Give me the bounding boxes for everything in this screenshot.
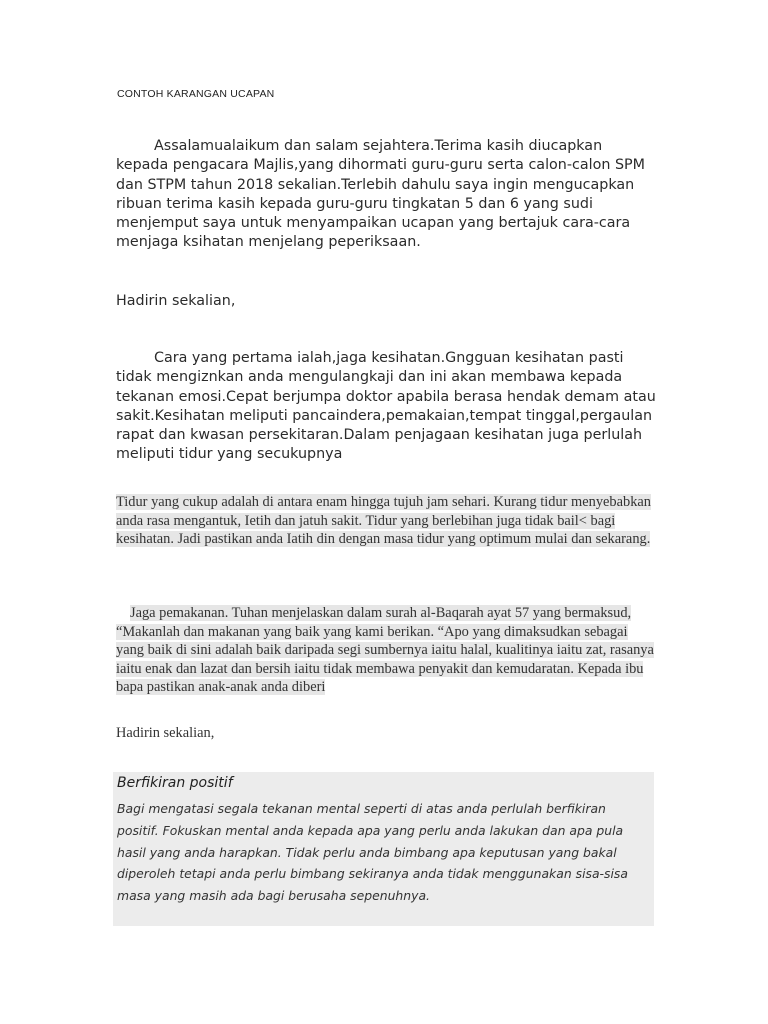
paragraph-diet bbox=[116, 604, 656, 697]
paragraph-health-text: Cara yang pertama ialah,jaga kesihatan.Gngguan kesihatan pasti tidak mengiznkan anda mengulangkaji dan ini akan membawa kepada tekanan emosi.Cepat berjumpa doktor apabila berasa hendak demam atau sakit.Kesihatan meliputi pancaindera,pemakaian,tempat tinggal,pergaulan rapat dan kwasan persekitaran.Dalam penjagaan kesihatan juga perlulah meliputi tidur yang secukupnya bbox=[116, 350, 656, 463]
salutation-first bbox=[116, 292, 656, 311]
salutation-first-text: Hadirin sekalian, bbox=[116, 293, 236, 309]
positive-thinking-heading: Berfikiran positif bbox=[117, 775, 233, 791]
salutation-second: Hadirin sekalian, bbox=[116, 725, 215, 741]
positive-thinking-box bbox=[113, 772, 654, 926]
paragraph-greeting bbox=[116, 137, 656, 253]
paragraph-sleep-text: Tidur yang cukup adalah di antara enam hingga tujuh jam sehari. Kurang tidur menyebabkan anda rasa mengantuk, Ietih dan jatuh sakit. Tidur yang berlebihan juga tidak bail< bagi kesihatan. Jadi pastikan anda Iatih din dengan masa tidur yang optimum mulai dan sekarang. bbox=[116, 494, 651, 547]
positive-thinking-text: Bagi mengatasi segala tekanan mental seperti di atas anda perlulah berfikiran positif. Fokuskan mental anda kepada apa yang perlu anda lakukan dan apa pula hasil yang anda harapkan. Tidak perlu anda bimbang apa keputusan yang bakal diperoleh tetapi anda perlu bimbang sekiranya anda tidak menggunakan sisa-sisa masa yang masih ada bagi berusaha sepenuhnya. bbox=[117, 801, 628, 904]
paragraph-diet-text: Jaga pemakanan. Tuhan menjelaskan dalam surah al-Baqarah ayat 57 yang bermaksud, “Makanlah dan makanan yang baik yang kami berikan. “Apo yang dimaksudkan sebagai yang baik di sini adalah baik daripada segi sumbernya iaitu halal, kualitinya iaitu zat, rasanya iaitu enak dan lazat dan bersih iaitu tidak membawa penyakit dan kemudaratan. Kepada ibu bapa pastikan anak-anak anda diberi bbox=[116, 605, 654, 695]
document-title: CONTOH KARANGAN UCAPAN bbox=[117, 88, 275, 100]
paragraph-greeting-text: Assalamualaikum dan salam sejahtera.Terima kasih diucapkan kepada pengacara Majlis,yang dihormati guru-guru serta calon-calon SPM dan STPM tahun 2018 sekalian.Terlebih dahulu saya ingin mengucapkan ribuan terima kasih kepada guru-guru tingkatan 5 dan 6 yang sudi menjemput saya untuk menyampaikan ucapan yang bertajuk cara-cara menjaga ksihatan menjelang peperiksaan. bbox=[116, 138, 645, 251]
paragraph-health bbox=[116, 349, 656, 465]
paragraph-sleep bbox=[116, 493, 656, 549]
